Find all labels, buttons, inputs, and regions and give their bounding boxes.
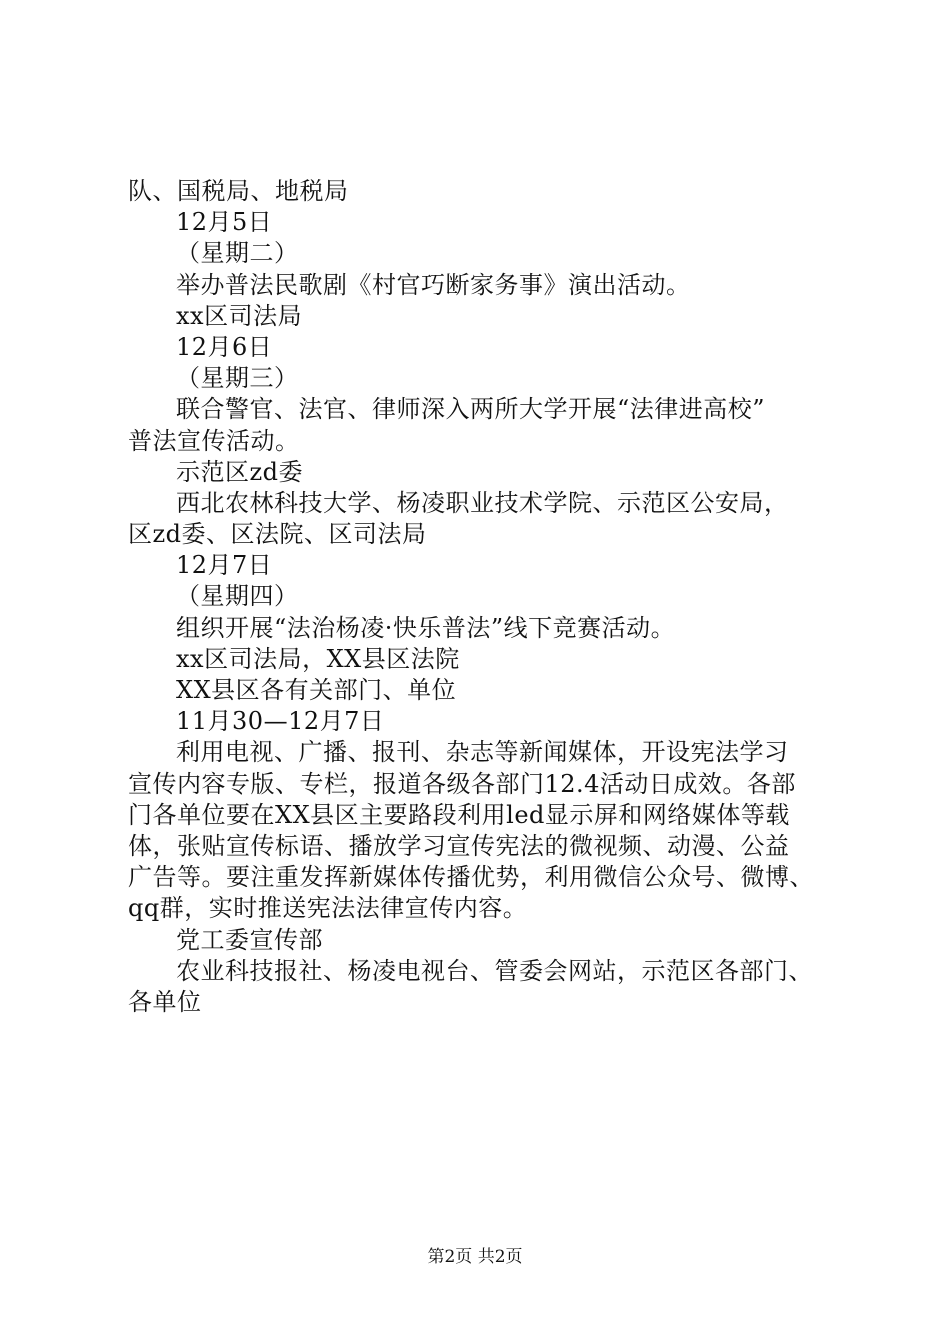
text-line: 宣传内容专版、专栏，报道各级各部门12.4活动日成效。各部 [128, 769, 796, 798]
text-line: 区zd委、区法院、区司法局 [128, 520, 427, 549]
organizer-line: 示范区zd委 [176, 457, 304, 486]
activity-line: 举办普法民歌剧《村官巧断家务事》演出活动。 [176, 270, 691, 299]
weekday-line: （星期二） [176, 239, 299, 268]
activity-line: 联合警官、法官、律师深入两所大学开展“法律进高校” [176, 395, 766, 424]
participants-line: 农业科技报社、杨凌电视台、管委会网站，示范区各部门、 [176, 956, 813, 985]
text-line: 体，张贴宣传标语、播放学习宣传宪法的微视频、动漫、公益 [128, 831, 790, 860]
activity-line: 利用电视、广播、报刊、杂志等新闻媒体，开设宪法学习 [176, 738, 789, 767]
weekday-line: （星期四） [176, 582, 299, 611]
document-body [128, 176, 858, 1018]
date-line: 12月7日 [176, 551, 273, 580]
text-line: 队、国税局、地税局 [128, 177, 349, 205]
date-line: 12月5日 [176, 208, 273, 237]
organizer-line: xx区司法局，XX县区法院 [176, 644, 460, 673]
activity-line: 组织开展“法治杨凌·快乐普法”线下竞赛活动。 [176, 613, 676, 642]
text-line: 各单位 [128, 987, 202, 1016]
text-line: 门各单位要在XX县区主要路段利用led显示屏和网络媒体等载 [128, 800, 790, 829]
participants-line: 西北农林科技大学、杨凌职业技术学院、示范区公安局， [176, 488, 789, 517]
text-line: 普法宣传活动。 [128, 426, 300, 455]
page-number-footer: 第2页 共2页 [427, 1247, 523, 1267]
weekday-line: （星期三） [176, 364, 299, 393]
organizer-line: 党工委宣传部 [176, 925, 323, 954]
text-line: 广告等。要注重发挥新媒体传播优势，利用微信公众号、微博、 [128, 863, 814, 892]
text-line: qq群，实时推送宪法法律宣传内容。 [128, 894, 528, 923]
participants-line: XX县区各有关部门、单位 [176, 676, 457, 704]
date-line: 12月6日 [176, 332, 273, 361]
organizer-line: xx区司法局 [176, 301, 303, 330]
date-line: 11月30—12月7日 [176, 707, 385, 736]
